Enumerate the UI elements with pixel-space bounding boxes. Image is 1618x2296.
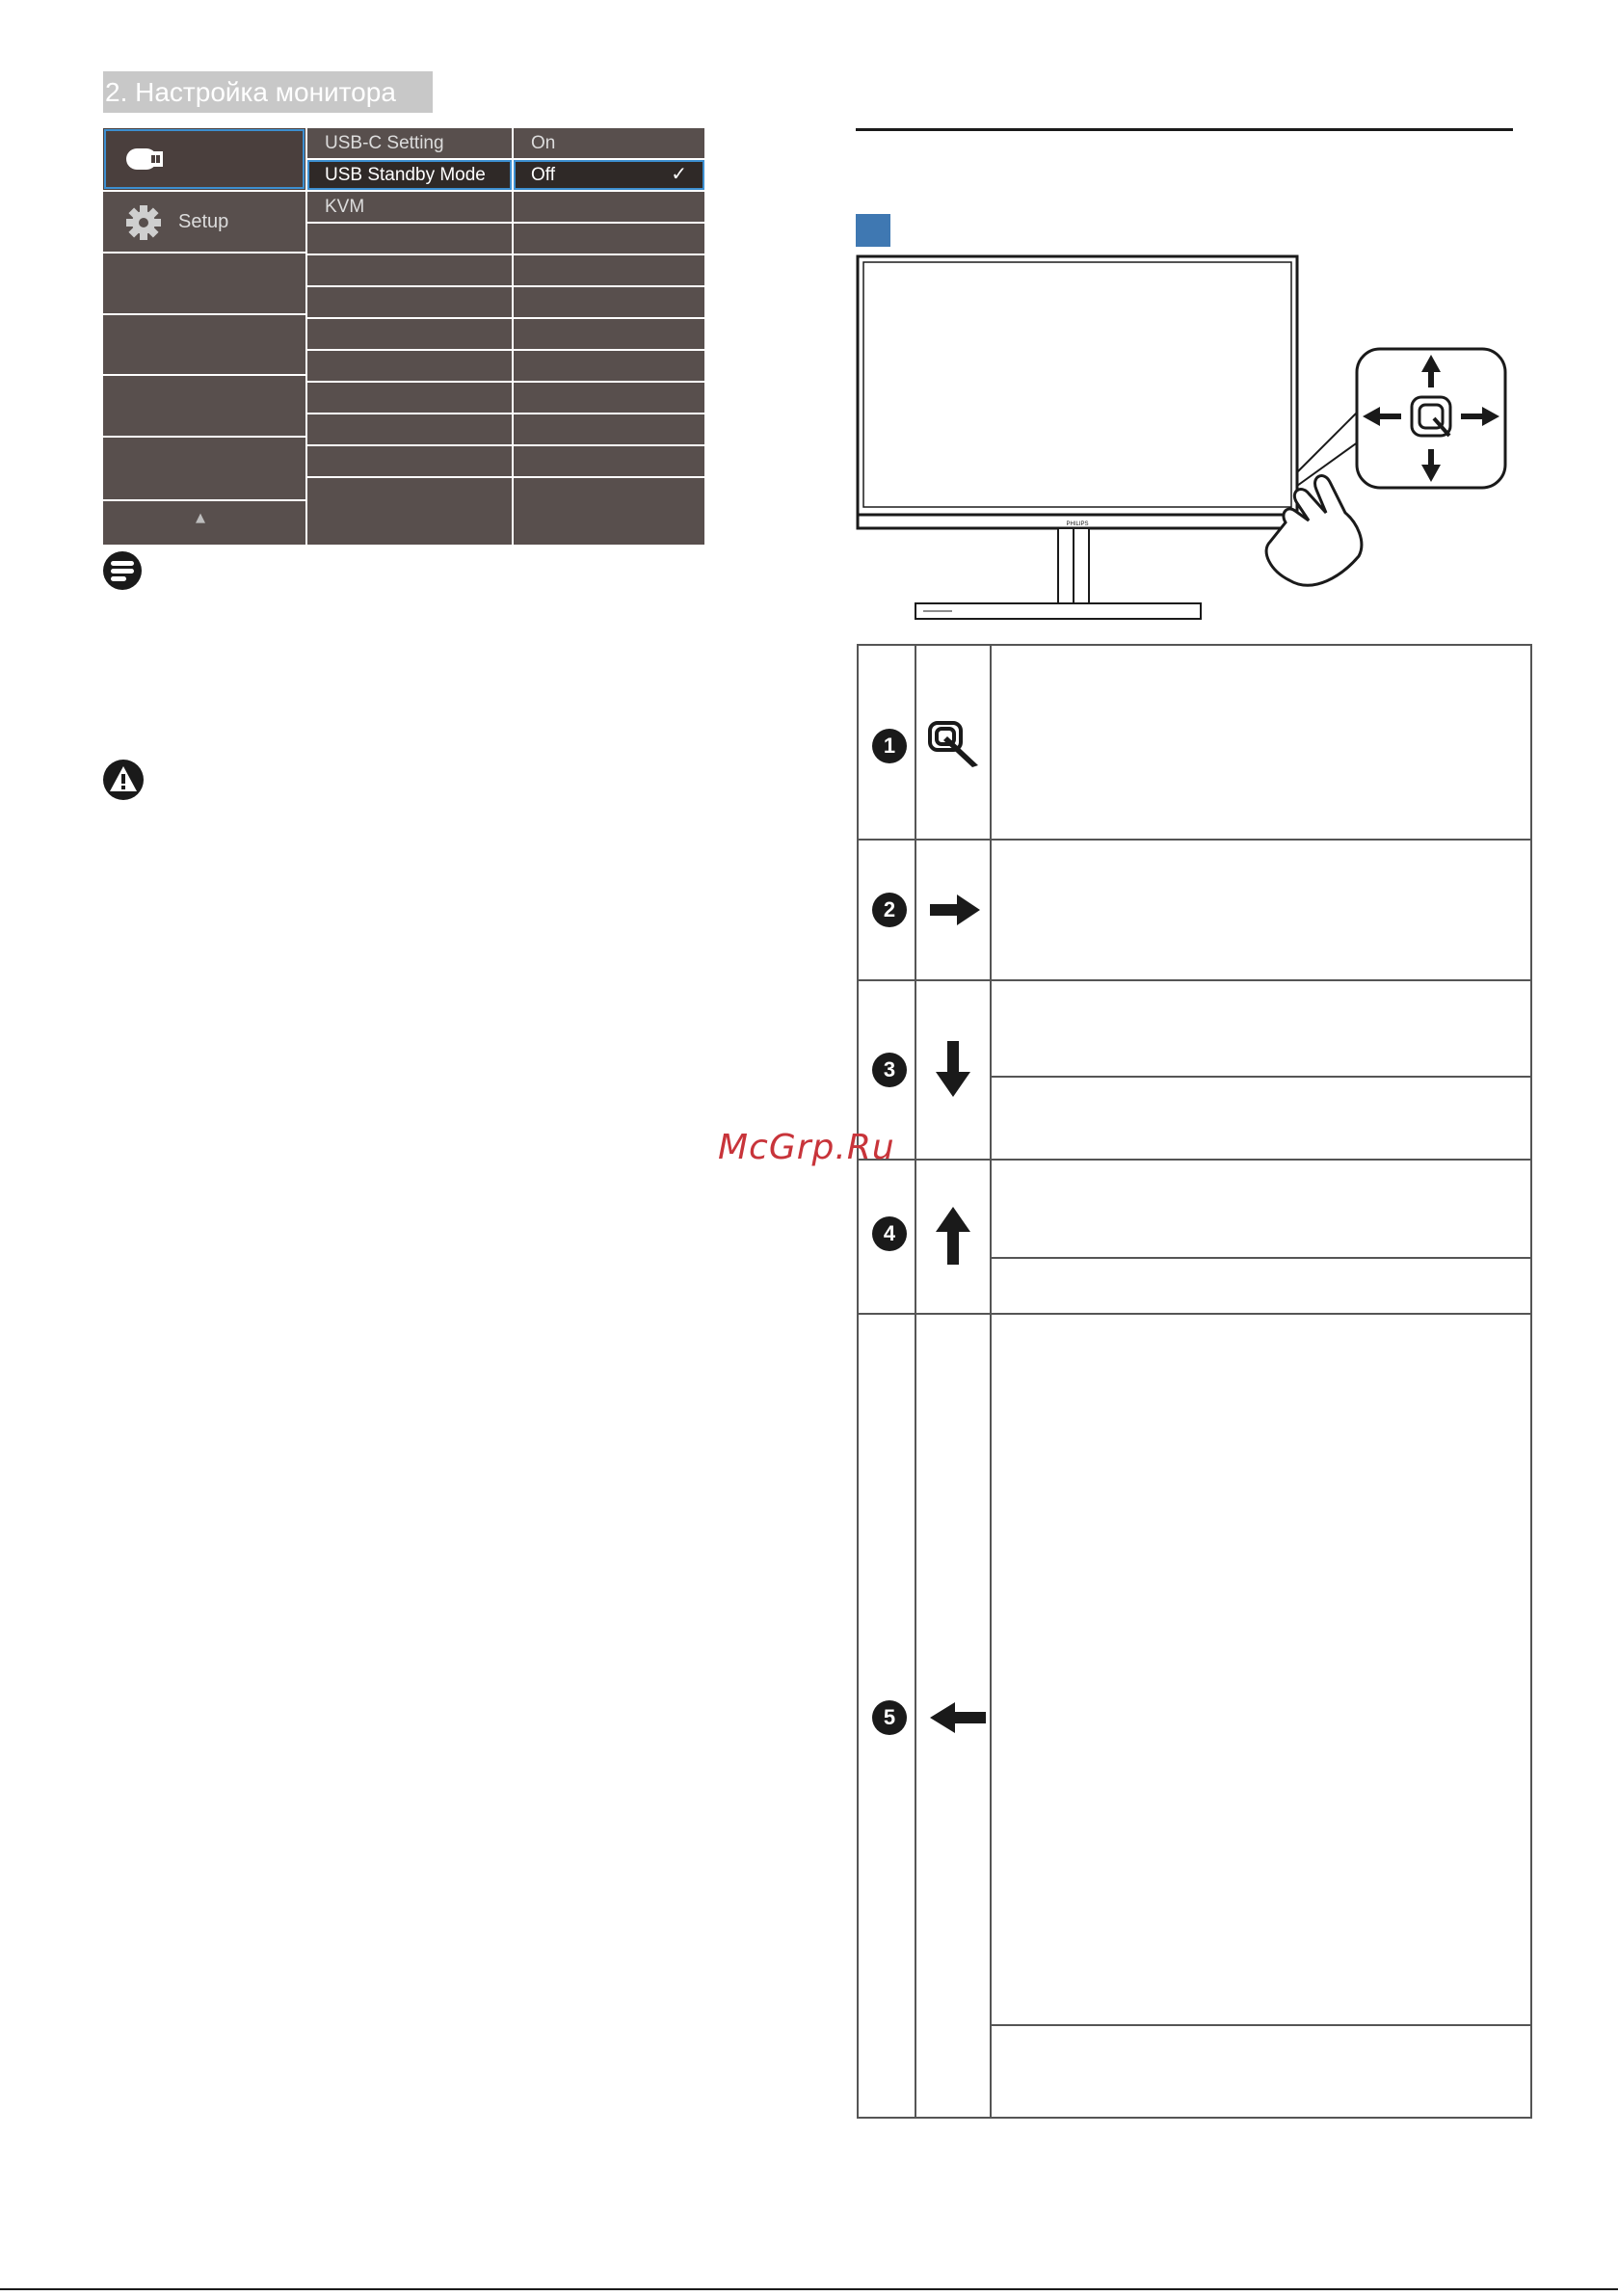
usb-c-icon <box>126 148 165 170</box>
table-row-divider <box>859 979 1530 981</box>
table-row-divider <box>859 1159 1530 1161</box>
scroll-up-icon: ▲ <box>196 511 205 525</box>
arrow-left-icon <box>928 1700 988 1735</box>
osd-item-usb-standby-mode[interactable]: USB Standby Mode <box>307 160 512 190</box>
osd-value-on[interactable]: On <box>514 128 704 158</box>
section-marker <box>856 214 890 247</box>
osd-value-empty[interactable] <box>514 478 704 545</box>
section-title: 2. Настройка монитора <box>103 71 433 113</box>
table-subrow-divider <box>990 1257 1530 1259</box>
arrow-right-icon <box>928 893 982 927</box>
osd-sidebar-label-setup: Setup <box>178 211 229 232</box>
table-subrow-divider <box>990 1076 1530 1078</box>
osd-value-empty[interactable] <box>514 351 704 381</box>
osd-value-empty[interactable] <box>514 319 704 349</box>
osd-item-empty[interactable] <box>307 414 512 444</box>
osd-item-kvm[interactable]: KVM <box>307 192 512 222</box>
check-icon: ✓ <box>671 164 687 185</box>
osd-value-empty[interactable] <box>514 446 704 476</box>
table-subrow-divider <box>990 2024 1530 2026</box>
row-number: 4 <box>872 1216 907 1251</box>
osd-sidebar <box>103 128 305 545</box>
arrow-down-icon <box>934 1039 972 1099</box>
row-number: 3 <box>872 1053 907 1087</box>
osd-value-empty[interactable] <box>514 383 704 413</box>
osd-item-empty[interactable] <box>307 255 512 285</box>
osd-value-empty[interactable] <box>514 224 704 254</box>
osd-item-usbc-setting[interactable]: USB-C Setting <box>307 128 512 158</box>
osd-item-empty[interactable] <box>307 383 512 413</box>
osd-item-empty[interactable] <box>307 319 512 349</box>
osd-sidebar-item-empty[interactable] <box>103 438 305 499</box>
osd-item-empty[interactable] <box>307 224 512 254</box>
osd-item-empty[interactable] <box>307 287 512 317</box>
row-number: 5 <box>872 1700 907 1735</box>
section-divider <box>856 128 1513 131</box>
controls-table <box>857 644 1532 2119</box>
footer-rule <box>0 2288 1618 2290</box>
row-number: 2 <box>872 893 907 927</box>
table-row-divider <box>859 1313 1530 1315</box>
osd-value-empty[interactable] <box>514 192 704 222</box>
arrow-up-icon <box>934 1205 972 1267</box>
osd-menu-items <box>307 128 512 545</box>
osd-value-empty[interactable] <box>514 255 704 285</box>
osd-item-empty[interactable] <box>307 351 512 381</box>
osd-sidebar-item-setup[interactable] <box>103 192 305 252</box>
monitor-brand: PHILIPS <box>1066 521 1089 527</box>
warning-icon <box>103 760 144 800</box>
osd-value-off-label: Off <box>531 165 555 185</box>
table-divider <box>990 646 992 2117</box>
osd-scroll-up[interactable] <box>103 501 305 545</box>
osd-sidebar-item-empty[interactable] <box>103 254 305 313</box>
note-icon <box>103 551 142 590</box>
osd-value-empty[interactable] <box>514 414 704 444</box>
osd-item-empty[interactable] <box>307 478 512 545</box>
table-row-divider <box>859 839 1530 841</box>
table-divider <box>915 646 916 2117</box>
monitor-illustration <box>856 253 1511 628</box>
gear-icon <box>124 203 163 242</box>
osd-menu <box>103 128 704 545</box>
osd-sidebar-item-empty[interactable] <box>103 376 305 436</box>
watermark: McGrp.Ru <box>718 1128 895 1167</box>
osd-value-off[interactable] <box>514 160 704 190</box>
osd-sidebar-item-empty[interactable] <box>103 315 305 374</box>
row-number: 1 <box>872 729 907 763</box>
joystick-icon <box>928 721 982 769</box>
osd-item-empty[interactable] <box>307 446 512 476</box>
osd-sidebar-item-usb[interactable] <box>103 128 305 190</box>
osd-value-empty[interactable] <box>514 287 704 317</box>
osd-values <box>514 128 704 545</box>
